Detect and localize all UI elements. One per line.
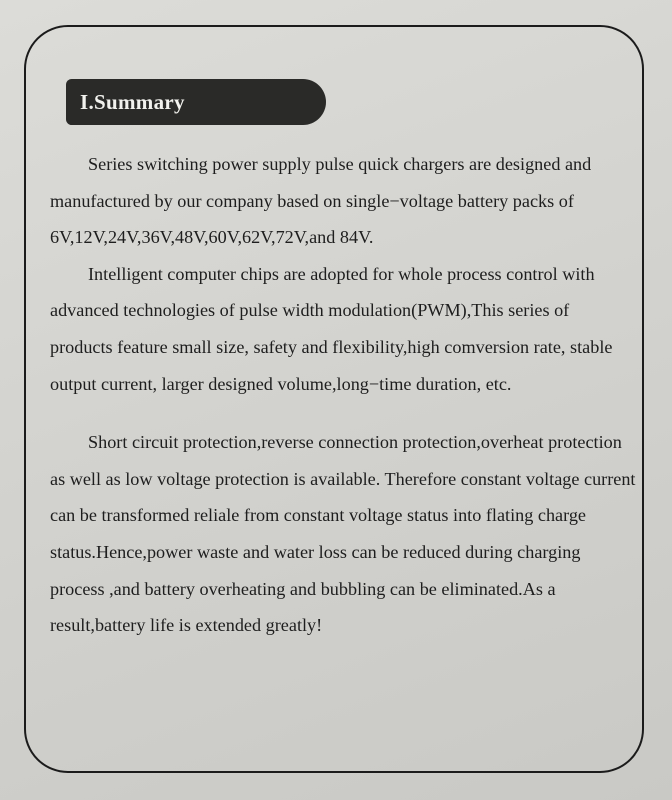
section-title: I.Summary — [80, 89, 185, 114]
summary-body — [50, 146, 636, 644]
section-header-tab — [66, 79, 326, 125]
paragraph-technology: Intelligent computer chips are adopted for whole process control with advanced technologies of pulse width modulation(PWM),This series of products feature small size, safety and flexibility,high comversion rate, stable output current, larger designed volume,long−time duration, etc. — [50, 263, 613, 394]
paragraph-protection: Short circuit protection,reverse connection protection,overheat protection as well as low voltage protection is available. Therefore constant voltage current can be transformed reliale from constant voltage status into flating charge status.Hence,power waste and water loss can be reduced during charging process ,and battery overheating and bubbling can be eliminated.As a result,battery life is extended greatly! — [50, 432, 636, 636]
paragraph-intro: Series switching power supply pulse quick chargers are designed and manufactured by our company based on single−voltage battery packs of 6V,12V,24V,36V,48V,60V,62V,72V,and 84V. — [50, 154, 592, 248]
